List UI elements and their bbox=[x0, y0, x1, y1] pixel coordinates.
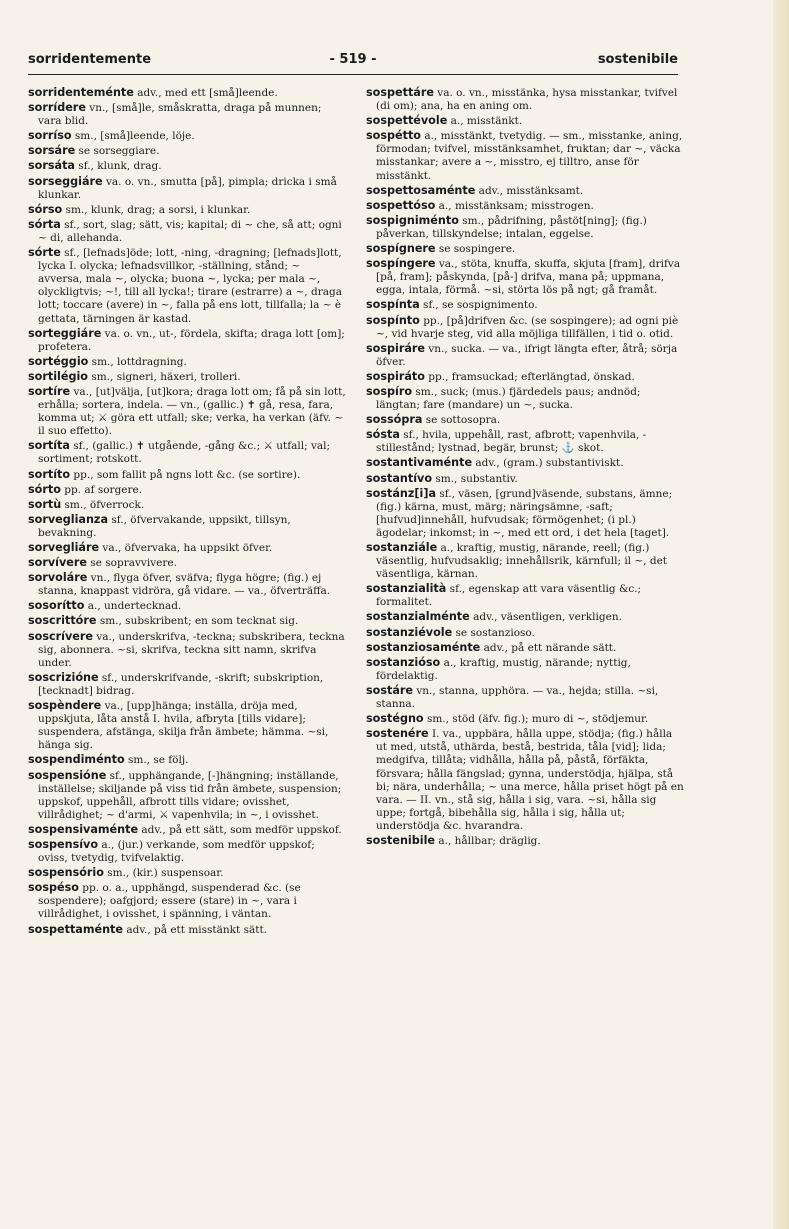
dictionary-entry bbox=[366, 684, 684, 711]
dictionary-entry bbox=[28, 468, 346, 482]
header-rule bbox=[28, 74, 678, 75]
dictionary-entry bbox=[366, 298, 684, 312]
dictionary-entry bbox=[366, 257, 684, 297]
entry-definition: pp., som fallit på ngns lott &c. (se sortire). bbox=[70, 468, 301, 481]
entry-definition: sm., suck; (mus.) fjärdedels paus; andnöd; längtan; fare (mandare) un ~, sucka. bbox=[376, 385, 641, 412]
entry-definition: adv., väsentligen, verkligen. bbox=[469, 611, 622, 624]
entry-headword: sórto bbox=[28, 482, 61, 496]
entry-definition: sf., klunk, drag. bbox=[74, 160, 162, 173]
entry-headword: sospendiménto bbox=[28, 753, 125, 767]
entry-definition: sf., [lefnads]öde; lott, -ning, -dragning; [lefnads]lott, lycka I. olycka; lefnadsvillkor, -ställning, stånd; ~ avversa, mala ~, olycka; buona ~, lycka; per mala ~, olyckligtvis; ~!, till all lycka!; tirare (estrarre) a ~, draga lott; toccare (avere) in ~, falla på ens lott, tillfalla; la ~ è gettata, tärningen är kastad. bbox=[38, 247, 342, 325]
entry-headword: sostánz[i]a bbox=[366, 486, 436, 500]
entry-definition: a., kraftig, mustig, närande; nyttig, fördelaktig. bbox=[376, 656, 631, 682]
entry-definition: a., misstänkt, tvetydig. — sm., misstanke, aning, förmodan; tvifvel, misstänksamhet, fruktan; dar ~, väcka misstankar; avere a ~, misstro, ej tilltro, anse för misstänkt. bbox=[376, 130, 683, 182]
dictionary-entry bbox=[28, 246, 346, 326]
entry-definition: vn., stanna, upphöra. — va., hejda; stilla. ~si, stanna. bbox=[376, 684, 659, 711]
entry-headword: sostanzialità bbox=[366, 582, 447, 596]
entry-headword: sospettosaménte bbox=[366, 183, 476, 197]
dictionary-entry bbox=[28, 699, 346, 752]
entry-headword: sorveglianza bbox=[28, 512, 108, 526]
entry-headword: sórso bbox=[28, 202, 63, 216]
entry-headword: soscrívere bbox=[28, 629, 93, 643]
entry-headword: sospígnere bbox=[366, 242, 436, 256]
entry-headword: sospínta bbox=[366, 298, 420, 312]
entry-definition: adv., på ett misstänkt sätt. bbox=[123, 923, 268, 936]
right-column bbox=[366, 86, 684, 849]
dictionary-entry bbox=[28, 571, 346, 598]
entry-definition: sm., se följ. bbox=[124, 754, 189, 767]
entry-definition: sm., öfverrock. bbox=[61, 498, 145, 511]
entry-headword: sostenibile bbox=[366, 833, 436, 847]
entry-definition: sm., (kir.) suspensoar. bbox=[103, 867, 224, 880]
dictionary-entry bbox=[28, 439, 346, 466]
dictionary-entry bbox=[28, 370, 346, 384]
entry-definition: sm., signeri, häxeri, trolleri. bbox=[88, 370, 241, 383]
entry-headword: sorsáta bbox=[28, 159, 75, 173]
entry-headword: sospéso bbox=[28, 881, 79, 895]
dictionary-entry bbox=[28, 385, 346, 438]
dictionary-entry bbox=[366, 641, 684, 655]
dictionary-entry bbox=[366, 242, 684, 256]
entry-headword: sostenére bbox=[366, 727, 429, 741]
dictionary-entry bbox=[366, 114, 684, 128]
entry-definition: adv., (gram.) substantiviskt. bbox=[472, 457, 624, 470]
entry-headword: sostanzialménte bbox=[366, 610, 470, 624]
entry-headword: sospiráre bbox=[366, 341, 426, 355]
entry-definition: a., undertecknad. bbox=[84, 600, 182, 613]
entry-headword: sospiráto bbox=[366, 369, 425, 383]
entry-definition: sm., subskribent; en som tecknat sig. bbox=[96, 615, 299, 628]
entry-definition: sf., underskrifvande, -skrift; subskription, [tecknadt] bidrag. bbox=[38, 671, 324, 697]
entry-headword: sorvívere bbox=[28, 556, 87, 570]
dictionary-entry bbox=[28, 218, 346, 245]
entry-definition: vn., [små]le, småskratta, draga på munnen; vara blid. bbox=[38, 102, 322, 128]
entry-headword: sorríso bbox=[28, 129, 72, 143]
entry-definition: va. o. vn., misstänka, hysa misstankar, tvifvel (di om); ana, ha en aning om. bbox=[376, 87, 678, 113]
entry-definition: pp. af sorgere. bbox=[60, 483, 143, 496]
entry-definition: va., underskrifva, -teckna; subskribera, teckna sig, abonnera. ~si, skrifva, teckna sitt namn, skrifva under. bbox=[38, 630, 345, 669]
dictionary-entry bbox=[366, 184, 684, 198]
entry-headword: sostanzióso bbox=[366, 655, 441, 669]
entry-headword: sortíto bbox=[28, 467, 71, 481]
entry-definition: adv., på ett närande sätt. bbox=[480, 641, 617, 654]
dictionary-entry bbox=[366, 610, 684, 624]
entry-headword: sortù bbox=[28, 497, 62, 511]
dictionary-entry bbox=[28, 866, 346, 880]
entry-headword: sorseggiáre bbox=[28, 174, 103, 188]
left-column bbox=[28, 86, 346, 938]
entry-definition: vn., sucka. — va., ifrigt längta efter, åtrå; sörja öfver. bbox=[376, 342, 678, 368]
dictionary-entry bbox=[28, 769, 346, 822]
page-header bbox=[28, 52, 678, 72]
entry-definition: va. o. vn., smutta [på], pimpla; dricka i små klunkar. bbox=[38, 175, 337, 201]
dictionary-entry bbox=[28, 203, 346, 217]
entry-definition: va., stöta, knuffa, skuffa, skjuta [fram], drifva [på, fram]; påskynda, [på-] drifva, mana på; uppmana, egga, intala, förmå. ~si, störta lös på ngt; gå framåt. bbox=[376, 258, 681, 297]
entry-headword: sorteggiáre bbox=[28, 326, 102, 340]
dictionary-entry bbox=[28, 923, 346, 937]
dictionary-entry bbox=[366, 712, 684, 726]
entry-headword: sortíta bbox=[28, 439, 70, 453]
entry-headword: sostanziévole bbox=[366, 625, 453, 639]
dictionary-entry bbox=[28, 355, 346, 369]
entry-definition: a., misstänksam; misstrogen. bbox=[435, 199, 594, 212]
dictionary-entry bbox=[366, 541, 684, 581]
entry-definition: va., [upp]hänga; inställa, dröja med, uppskjuta, låta anstå I. hvila, afbryta [tills vidare]; suspendera, afstänga, skilja från ämbete; hämma. ~si, hänga sig. bbox=[38, 700, 329, 752]
dictionary-entry bbox=[28, 671, 346, 698]
dictionary-entry bbox=[28, 823, 346, 837]
dictionary-entry bbox=[28, 614, 346, 628]
dictionary-entry bbox=[366, 314, 684, 341]
entry-headword: sostáre bbox=[366, 683, 414, 697]
entry-headword: sospettaménte bbox=[28, 922, 123, 936]
dictionary-entry bbox=[28, 327, 346, 354]
entry-headword: sorvoláre bbox=[28, 571, 88, 585]
entry-headword: sossópra bbox=[366, 413, 423, 427]
dictionary-entry bbox=[28, 498, 346, 512]
entry-headword: sospensióne bbox=[28, 768, 107, 782]
entry-definition: va., öfvervaka, ha uppsikt öfver. bbox=[99, 542, 273, 554]
dictionary-entry bbox=[28, 483, 346, 497]
dictionary-entry bbox=[366, 626, 684, 640]
entry-definition: sf., se sospignimento. bbox=[419, 299, 538, 312]
entry-headword: sospensivaménte bbox=[28, 822, 139, 836]
dictionary-entry bbox=[366, 472, 684, 486]
entry-definition: sm., klunk, drag; a sorsi, i klunkar. bbox=[62, 203, 251, 216]
dictionary-entry bbox=[366, 413, 684, 427]
entry-definition: se sottosopra. bbox=[422, 414, 501, 427]
entry-definition: sf., öfvervakande, uppsikt, tillsyn, bevakning. bbox=[38, 513, 291, 539]
entry-headword: sospettévole bbox=[366, 114, 448, 128]
entry-definition: I. va., uppbära, hålla uppe, stödja; (fig.) hålla ut med, utstå, uthärda, bestå, bestrida, tåla [vid]; lida; medgifva, tillåta; vidhålla, hålla på, påstå, förfäkta, försvara; hålla fängslad; gynna, understödja, hjälpa, stå bi; nära, underhålla; ~ una merce, hålla priset högt på en vara. — II. vn., stå sig, hålla i sig, vara. ~si, hålla sig uppe; fortgå, bibehålla sig, hålla i sig, hålla ut; understödja &c. hvarandra. bbox=[376, 728, 684, 832]
dictionary-entry bbox=[366, 342, 684, 369]
dictionary-entry bbox=[28, 129, 346, 143]
dictionary-entry bbox=[366, 385, 684, 412]
entry-definition: vn., flyga öfver, sväfva; flyga högre; (fig.) ej stanna, knappast vidröra, gå vidare. — va., öfverträffa. bbox=[38, 572, 331, 598]
entry-headword: sospétto bbox=[366, 129, 421, 143]
entry-definition: sm., lottdragning. bbox=[88, 355, 187, 368]
entry-definition: va., [ut]välja, [ut]kora; draga lott om; få på sin lott, erhålla; sortera, indela. — vn., (gallic.) ✝ gå, resa, fara, komma ut; ⚔ göra ett utfall; ske; verka, ha verkan (äfv. ~ il suo effetto). bbox=[38, 385, 346, 438]
entry-headword: sortéggio bbox=[28, 354, 89, 368]
dictionary-entry bbox=[28, 513, 346, 540]
entry-definition: a., misstänkt. bbox=[447, 115, 523, 128]
dictionary-entry bbox=[366, 129, 684, 182]
dictionary-entry bbox=[366, 834, 684, 848]
dictionary-entry bbox=[366, 487, 684, 540]
entry-headword: sósta bbox=[366, 428, 400, 442]
dictionary-entry bbox=[366, 370, 684, 384]
entry-definition: pp. o. a., upphängd, suspenderad &c. (se sospendere); oafgjord; essere (stare) in ~, vara i villrådighet, i ovisshet, i spänning, i väntan. bbox=[38, 882, 301, 921]
entry-headword: sospíro bbox=[366, 384, 413, 398]
entry-headword: sortilégio bbox=[28, 369, 88, 383]
dictionary-entry bbox=[28, 753, 346, 767]
entry-headword: sórte bbox=[28, 246, 61, 260]
entry-headword: sostanziosaménte bbox=[366, 640, 481, 654]
dictionary-entry bbox=[366, 214, 684, 241]
entry-headword: sostantivaménte bbox=[366, 456, 473, 470]
entry-definition: a., hållbar; dräglig. bbox=[435, 834, 541, 847]
header-first-word: sorridentemente bbox=[28, 52, 152, 67]
entry-definition: pp., framsuckad; efterlängtad, önskad. bbox=[424, 370, 635, 383]
dictionary-entry bbox=[28, 838, 346, 865]
dictionary-entry bbox=[28, 144, 346, 158]
dictionary-entry bbox=[366, 582, 684, 609]
dictionary-entry bbox=[28, 175, 346, 202]
entry-definition: a., (jur.) verkande, som medför uppskof; oviss, tvetydig, tvifvelaktig. bbox=[38, 838, 315, 865]
page-edge bbox=[773, 0, 789, 1229]
entry-definition: pp., [på]drifven &c. (se sospingere); ad ogni piè ~, vid hvarje steg, vid alla möjliga tillfällen, i tid o. otid. bbox=[376, 314, 679, 340]
entry-definition: se sopravvivere. bbox=[86, 557, 177, 570]
dictionary-entry bbox=[366, 199, 684, 213]
entry-definition: sm., stöd (äfv. fig.); muro di ~, stödjemur. bbox=[423, 713, 649, 726]
dictionary-entry bbox=[366, 656, 684, 683]
entry-definition: se sorseggiare. bbox=[75, 145, 160, 158]
header-last-word: sostenibile bbox=[597, 52, 678, 67]
entry-definition: a., kraftig, mustig, närande, reell; (fig.) väsentlig, hufvudsaklig; innehållsrik, kärnfull; il ~, det väsentliga, kärnan. bbox=[376, 542, 668, 581]
entry-headword: sospensório bbox=[28, 866, 104, 880]
entry-headword: sostégno bbox=[366, 712, 424, 726]
dictionary-entry bbox=[28, 86, 346, 100]
entry-headword: sosorítto bbox=[28, 599, 85, 613]
entry-headword: sospettóso bbox=[366, 198, 436, 212]
entry-headword: sospèndere bbox=[28, 699, 102, 713]
entry-definition: sf., (gallic.) ✝ utgående, -gång &c.; ⚔ utfall; val; sortiment; rotskott. bbox=[38, 440, 331, 466]
entry-definition: sm., substantiv. bbox=[432, 472, 518, 485]
dictionary-entry bbox=[28, 599, 346, 613]
entry-headword: sorridenteménte bbox=[28, 86, 134, 99]
dictionary-entry bbox=[366, 456, 684, 470]
dictionary-entry bbox=[28, 881, 346, 921]
entry-definition: va. o. vn., ut-, fördela, skifta; draga lott [om]; profetera. bbox=[38, 327, 345, 353]
entry-headword: sospíngere bbox=[366, 257, 436, 271]
dictionary-entry bbox=[28, 101, 346, 128]
entry-definition: sf., väsen, [grund]väsende, substans, ämne; (fig.) kärna, must, märg; näringsämne, -saft; [hufvud]innehåll, hufvudsak; förmögenhet; (i pl.) ägodelar; inkomst; in ~, med ett ord, i det hela [taget]. bbox=[376, 487, 673, 539]
dictionary-entry bbox=[28, 630, 346, 670]
entry-definition: sf., hvila, uppehåll, rast, afbrott; vapenhvila, -stillestånd; lystnad, begär, brunst; ⚓ skot. bbox=[376, 429, 647, 455]
entry-headword: soscrizióne bbox=[28, 670, 99, 684]
dictionary-entry bbox=[366, 428, 684, 455]
entry-definition: adv., på ett sätt, som medför uppskof. bbox=[138, 823, 342, 836]
entry-headword: sospensívo bbox=[28, 837, 99, 851]
entry-definition: sm., [små]leende, löje. bbox=[71, 130, 195, 143]
entry-headword: sostanziále bbox=[366, 541, 438, 554]
entry-headword: sospigniménto bbox=[366, 213, 459, 227]
dictionary-entry bbox=[366, 86, 684, 113]
entry-headword: sospettáre bbox=[366, 86, 434, 99]
entry-definition: sf., egenskap att vara väsentlig &c.; formalitet. bbox=[376, 583, 642, 609]
dictionary-entry bbox=[366, 727, 684, 833]
entry-definition: sf., upphängande, [-]hängning; inställande, inställelse; skiljande på viss tid från ämbete, suspension; uppskof, uppehåll, afbrott tills vidare; ovisshet, villrådighet; ~ d'armi, ⚔ vapenhvila; in ~, i ovisshet. bbox=[38, 769, 342, 821]
entry-headword: sórta bbox=[28, 217, 61, 231]
entry-headword: sostantívo bbox=[366, 471, 433, 485]
entry-headword: soscrittóre bbox=[28, 614, 97, 628]
entry-headword: sorrídere bbox=[28, 101, 86, 115]
entry-headword: sortíre bbox=[28, 384, 71, 398]
entry-headword: sorvegliáre bbox=[28, 541, 100, 554]
dictionary-entry bbox=[28, 159, 346, 173]
entry-headword: sorsáre bbox=[28, 144, 76, 158]
entry-definition: adv., med ett [små]leende. bbox=[133, 87, 278, 99]
entry-headword: sospínto bbox=[366, 313, 420, 327]
entry-definition: sm., pådrifning, påstöt[ning]; (fig.) påverkan, tillskyndelse; intalan, eggelse. bbox=[376, 214, 647, 240]
entry-definition: adv., misstänksamt. bbox=[475, 184, 584, 197]
entry-definition: se sostanzioso. bbox=[452, 626, 535, 639]
page-number: - 519 - bbox=[329, 52, 377, 67]
entry-definition: sf., sort, slag; sätt, vis; kapital; di ~ che, så att; ogni ~ di, allehanda. bbox=[38, 218, 342, 244]
entry-definition: se sospingere. bbox=[435, 243, 516, 256]
dictionary-entry bbox=[28, 556, 346, 570]
dictionary-entry bbox=[28, 541, 346, 555]
